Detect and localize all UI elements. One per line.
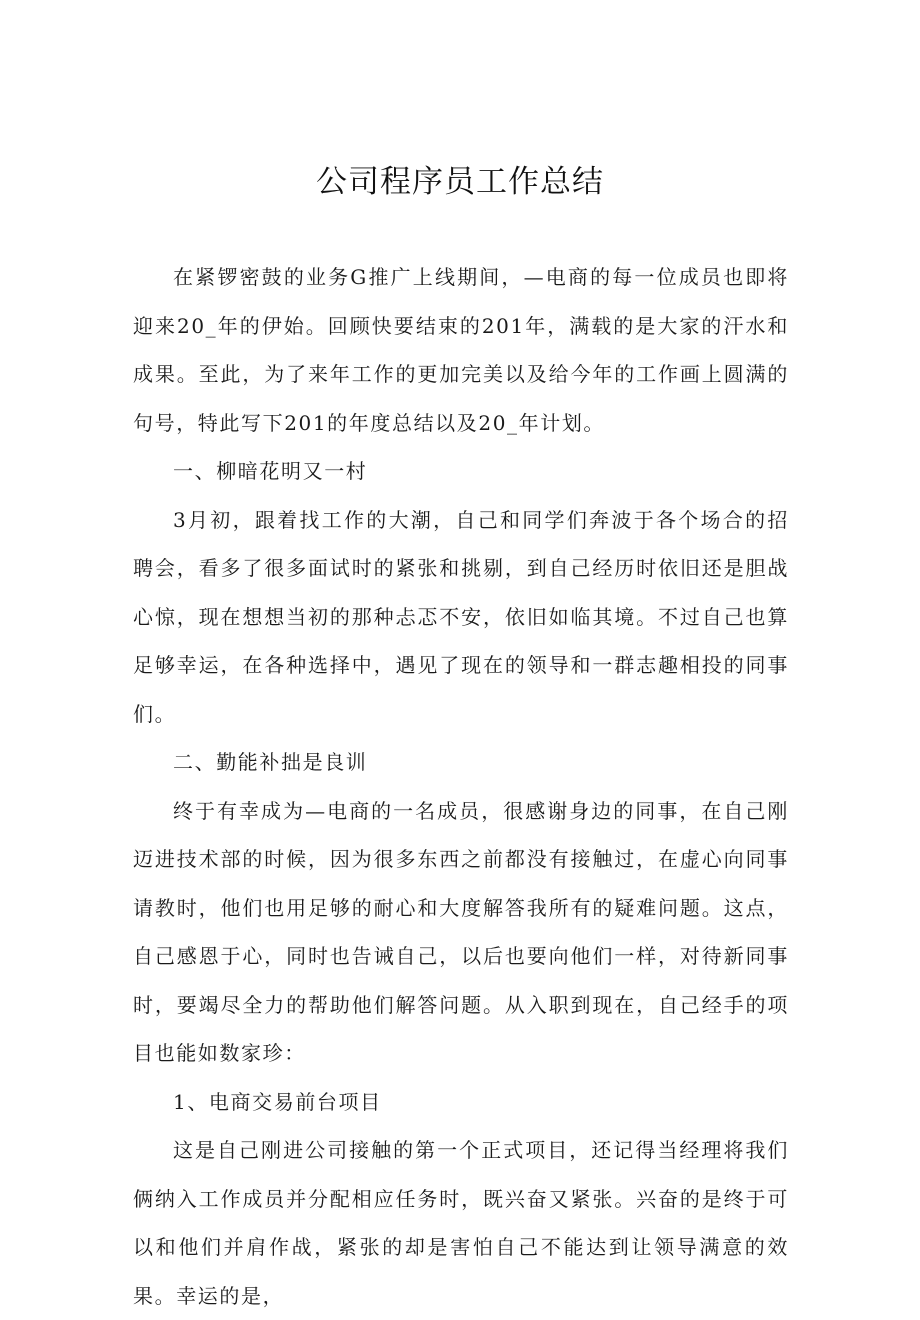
document-body xyxy=(133,253,789,1320)
paragraph-subsection-1: 这是自己刚进公司接触的第一个正式项目，还记得当经理将我们俩纳入工作成员并分配相应任务时，既兴奋又紧张。兴奋的是终于可以和他们并肩作战，紧张的却是害怕自己不能达到让领导满意的效果。幸运的是， xyxy=(133,1138,789,1308)
paragraph-section-1: 3月初，跟着找工作的大潮，自己和同学们奔波于各个场合的招聘会，看多了很多面试时的紧张和挑剔，到自己经历时依旧还是胆战心惊，现在想想当初的那种忐忑不安，依旧如临其境。不过自己也算足够幸运，在各种选择中，遇见了现在的领导和一群志趣相投的同事们。 xyxy=(133,507,789,726)
section-heading-1: 一、柳暗花明又一村 xyxy=(173,459,368,483)
subsection-heading-1: 1、电商交易前台项目 xyxy=(173,1089,382,1114)
paragraph-intro: 在紧锣密鼓的业务G推广上线期间，—电商的每一位成员也即将迎来20_年的伊始。回顾快要结束的201年，满载的是大家的汗水和成果。至此，为了来年工作的更加完美以及给今年的工作画上圆满的句号，特此写下201的年度总结以及20_年计划。 xyxy=(133,265,789,435)
section-heading-2: 二、勤能补拙是良训 xyxy=(173,750,368,774)
paragraph-section-2: 终于有幸成为—电商的一名成员，很感谢身边的同事，在自己刚迈进技术部的时候，因为很多东西之前都没有接触过，在虚心向同事请教时，他们也用足够的耐心和大度解答我所有的疑难问题。这点，自己感恩于心，同时也告诫自己，以后也要向他们一样，对待新同事时，要竭尽全力的帮助他们解答问题。从入职到现在，自己经手的项目也能如数家珍： xyxy=(133,798,789,1065)
document-title: 公司程序员工作总结 xyxy=(316,164,604,200)
